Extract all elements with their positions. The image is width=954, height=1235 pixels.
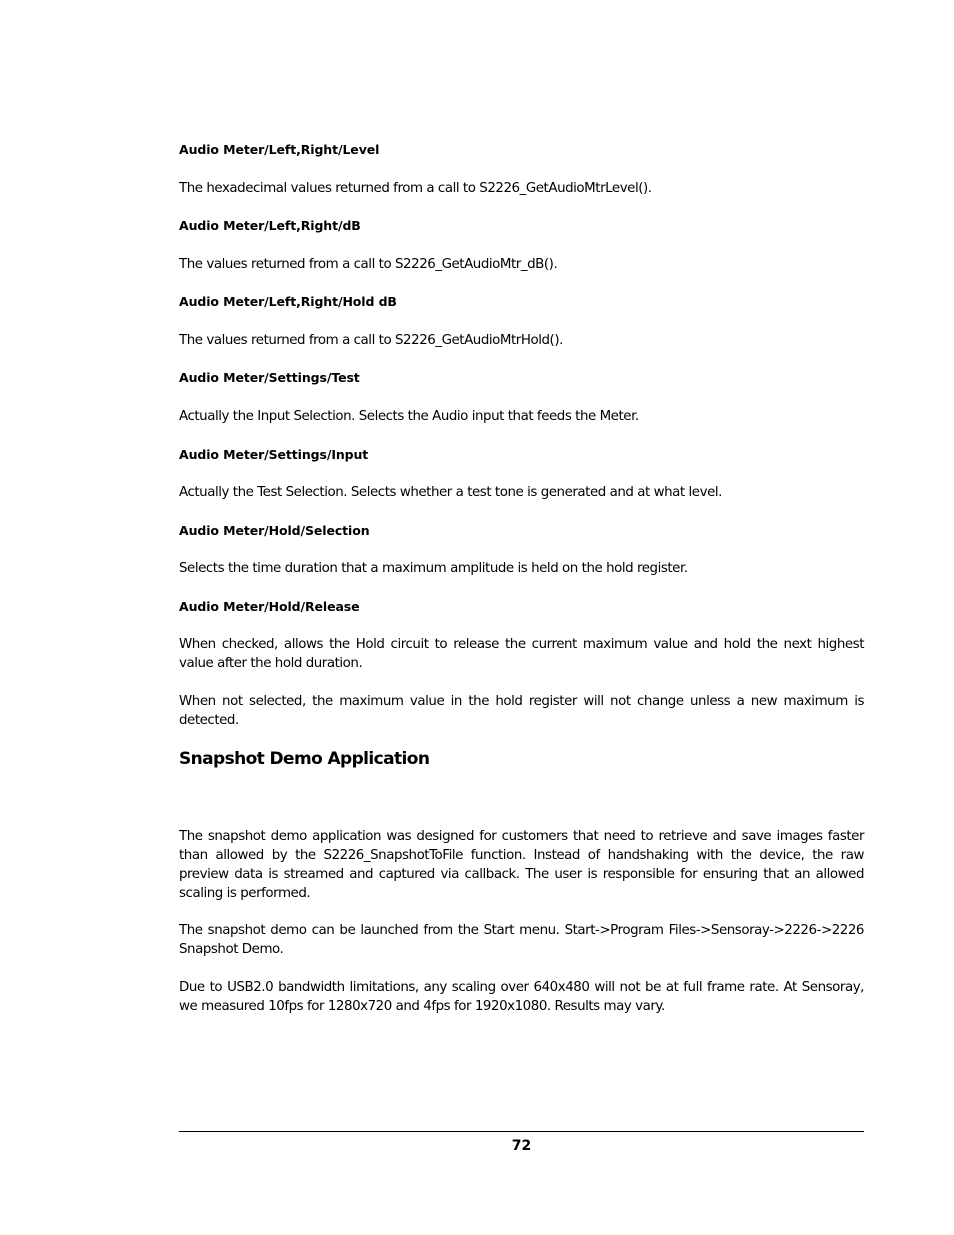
paragraph-settings-input-description: Actually the Test Selection. Selects whether a test tone is generated and at what level. [179,485,722,500]
heading-audio-meter-db: Audio Meter/Left,Right/dB [179,218,361,233]
heading-audio-meter-hold-db: Audio Meter/Left,Right/Hold dB [179,294,397,309]
paragraph-hold-release-unchecked: When not selected, the maximum value in the hold register will not change unless a new maximum is detected. [179,694,864,728]
paragraph-hold-release-checked: When checked, allows the Hold circuit to release the current maximum value and hold the next highest value after the hold duration. [179,637,864,671]
heading-settings-input: Audio Meter/Settings/Input [179,447,369,462]
paragraph-level-description: The hexadecimal values returned from a call to S2226_GetAudioMtrLevel(). [179,181,652,196]
paragraph-snapshot-launch: The snapshot demo can be launched from the Start menu. Start->Program Files->Sensoray->2226->2226 Snapshot Demo. [179,923,864,957]
footer-rule [179,1131,864,1132]
paragraph-settings-test-description: Actually the Input Selection. Selects the Audio input that feeds the Meter. [179,409,639,424]
paragraph-db-description: The values returned from a call to S2226_GetAudioMtr_dB(). [179,257,558,272]
paragraph-snapshot-bandwidth: Due to USB2.0 bandwidth limitations, any scaling over 640x480 will not be at full frame rate. At Sensoray, we measured 10fps for 1280x720 and 4fps for 1920x1080. Results may vary. [179,980,864,1014]
heading-audio-meter-level: Audio Meter/Left,Right/Level [179,142,380,157]
heading-hold-release: Audio Meter/Hold/Release [179,599,360,614]
section-title: Snapshot Demo Application [179,749,430,769]
heading-hold-selection: Audio Meter/Hold/Selection [179,523,370,538]
page-number: 72 [511,1138,532,1154]
paragraph-hold-selection-description: Selects the time duration that a maximum amplitude is held on the hold register. [179,561,688,576]
paragraph-hold-db-description: The values returned from a call to S2226_GetAudioMtrHold(). [179,333,563,348]
paragraph-snapshot-intro: The snapshot demo application was designed for customers that need to retrieve and save images faster than allowed by the S2226_SnapshotToFile function. Instead of handshaking with the device, the raw preview data is streamed and captured via callback. The user is responsible for ensuring that an allowed scaling is performed. [179,829,864,901]
heading-settings-test: Audio Meter/Settings/Test [179,370,360,385]
